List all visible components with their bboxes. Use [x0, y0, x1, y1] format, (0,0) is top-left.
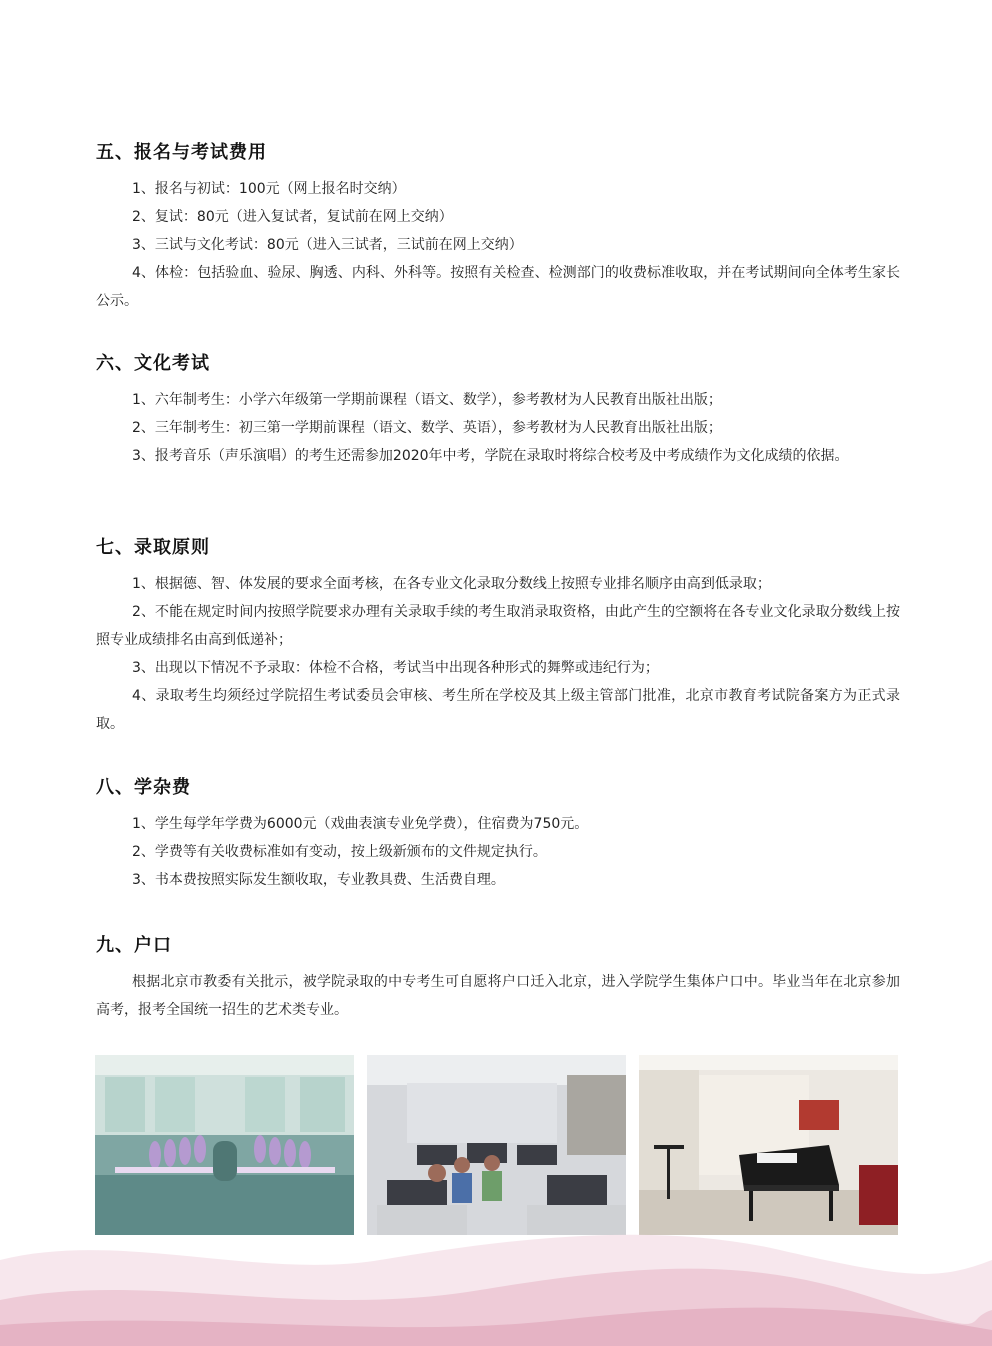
section-culture-exam: [96, 352, 900, 470]
section-heading: 九、户口: [96, 935, 172, 956]
section-admission: [96, 536, 900, 738]
photo-strip: [95, 1055, 899, 1235]
section-paragraph: 1、六年制考生：小学六年级第一学期前课程（语文、数学），参考教材为人民教育出版社出版；: [132, 392, 722, 408]
section-hukou: [96, 934, 900, 1024]
section-paragraph: 3、报考音乐（声乐演唱）的考生还需参加2020年中考，学院在录取时将综合校考及中考成绩作为文化成绩的依据。: [132, 448, 849, 464]
piano-room-photo: [639, 1055, 898, 1235]
section-tuition: [96, 776, 900, 894]
section-paragraph: 1、报名与初试：100元（网上报名时交纳）: [132, 181, 406, 197]
computer-lab-photo: [367, 1055, 626, 1235]
section-paragraph: 2、学费等有关收费标准如有变动，按上级新颁布的文件规定执行。: [132, 844, 547, 860]
section-paragraph: 根据北京市教委有关批示，被学院录取的中专考生可自愿将户口迁入北京，进入学院学生集体户口中。毕业当年在北京参加高考，报考全国统一招生的艺术类专业。: [96, 974, 900, 1018]
section-paragraph: 2、不能在规定时间内按照学院要求办理有关录取手续的考生取消录取资格，由此产生的空额将在各专业文化录取分数线上按照专业成绩排名由高到低递补；: [96, 604, 900, 648]
section-paragraph: 1、学生每学年学费为6000元（戏曲表演专业免学费），住宿费为750元。: [132, 816, 589, 832]
section-paragraph: 4、录取考生均须经过学院招生考试委员会审核、考生所在学校及其上级主管部门批准，北京市教育考试院备案方为正式录取。: [96, 688, 900, 732]
section-paragraph: 2、复试：80元（进入复试者，复试前在网上交纳）: [132, 209, 453, 225]
section-paragraph: 1、根据德、智、体发展的要求全面考核，在各专业文化录取分数线上按照专业排名顺序由高到低录取；: [132, 576, 771, 592]
section-paragraph: 3、书本费按照实际发生额收取，专业教具费、生活费自理。: [132, 872, 505, 888]
section-heading: 八、学杂费: [96, 777, 191, 798]
section-heading: 五、报名与考试费用: [96, 142, 267, 163]
dance-studio-photo: [95, 1055, 354, 1235]
section-heading: 七、录取原则: [96, 537, 210, 558]
section-paragraph: 3、出现以下情况不予录取：体检不合格，考试当中出现各种形式的舞弊或违纪行为；: [132, 660, 659, 676]
section-fees: [96, 141, 900, 315]
section-paragraph: 4、体检：包括验血、验尿、胸透、内科、外科等。按照有关检查、检测部门的收费标准收取，并在考试期间向全体考生家长公示。: [96, 265, 900, 309]
decorative-wave: [0, 1220, 992, 1346]
section-heading: 六、文化考试: [96, 353, 210, 374]
section-paragraph: 2、三年制考生：初三第一学期前课程（语文、数学、英语），参考教材为人民教育出版社出版；: [132, 420, 722, 436]
section-paragraph: 3、三试与文化考试：80元（进入三试者，三试前在网上交纳）: [132, 237, 523, 253]
